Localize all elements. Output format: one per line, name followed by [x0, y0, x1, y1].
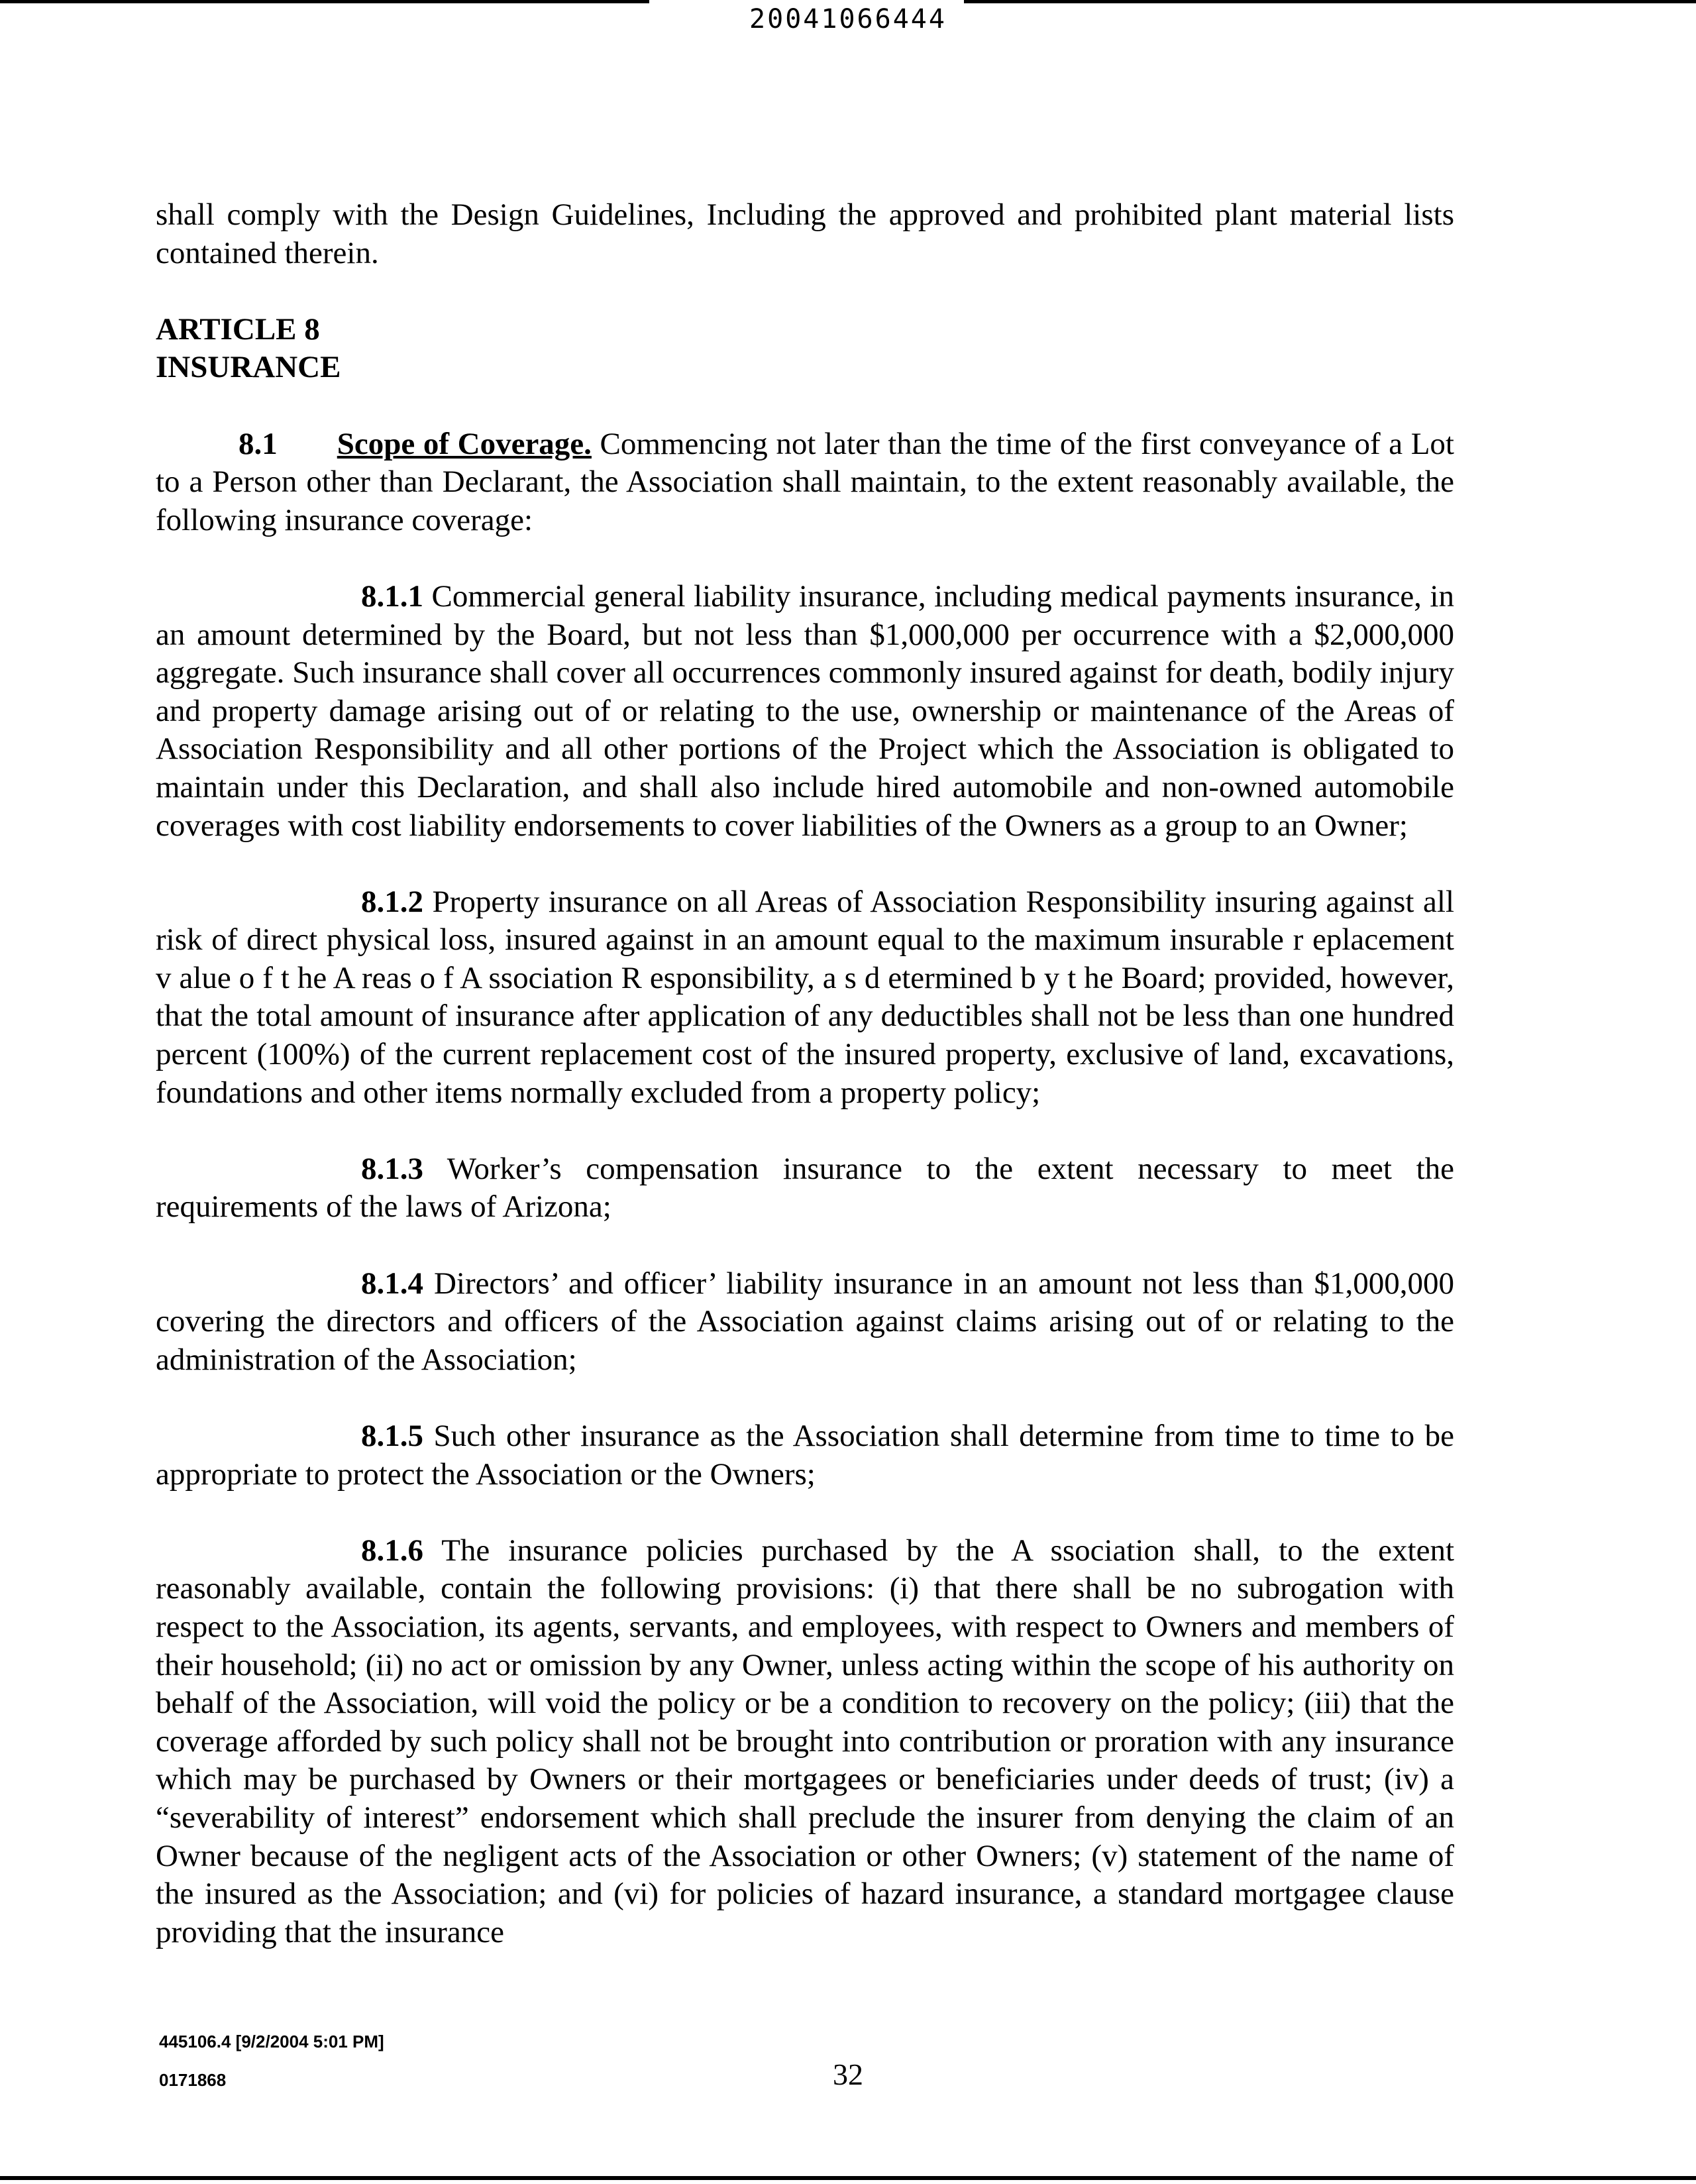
recording-number: 20041066444 — [749, 4, 947, 34]
subsection-8-1-6 — [156, 1532, 1454, 1952]
subsection-8-1-1 — [156, 578, 1454, 845]
section-title: Scope of Coverage. — [337, 426, 592, 461]
section-number: 8.1 — [238, 426, 278, 461]
subsection-number: 8.1.2 — [361, 884, 423, 919]
subsection-8-1-5 — [156, 1417, 1454, 1494]
client-code: 0171868 — [159, 2070, 227, 2090]
section-8-1-paragraph — [156, 425, 1454, 540]
subsection-8-1-3 — [156, 1150, 1454, 1227]
subsection-number: 8.1.3 — [361, 1151, 423, 1186]
subsection-text: Property insurance on all Areas of Association Responsibility insuring against all risk of direct physical loss, insured against in an amount equal to the maximum insurable r eplacement v alue o f t he A reas o f A ssociation R esponsibility, a s d etermined b y t he Board; provided, however, that the total amount of insurance after application of any deductibles shall not be less than one hundred percent (100%) of the current replacement cost of the insured property, exclusive of land, excavations, foundations and other items normally excluded from a property policy; — [156, 884, 1454, 1110]
subsection-text: Worker’s compensation insurance to the extent necessary to meet the requirements of the laws of Arizona; — [156, 1151, 1454, 1225]
intro-paragraph: shall comply with the Design Guidelines, Including the approved and prohibited plant material lists contained therein. — [156, 197, 1454, 270]
subsection-number: 8.1.5 — [361, 1419, 423, 1453]
article-title: INSURANCE — [156, 350, 341, 385]
subsection-text: Directors’ and officer’ liability insurance in an amount not less than $1,000,000 covering the directors and officers of the Association against claims arising out of or relating to the administration of the Association; — [156, 1266, 1454, 1377]
subsection-number: 8.1.6 — [361, 1533, 423, 1568]
subsection-text: Such other insurance as the Association shall determine from time to time to be appropriate to protect the Association or the Owners; — [156, 1419, 1454, 1492]
document-reference: 445106.4 [9/2/2004 5:01 PM] — [159, 2032, 384, 2051]
subsection-text: The insurance policies purchased by the A ssociation shall, to the extent reasonably available, contain the following provisions: (i) that there shall be no subrogation with respect to the Association, its agents, servants, and employees, with respect to Owners and members of their household; (ii) no act or omission by any Owner, unless acting within the scope of his authority on behalf of the Association, will void the policy or be a condition to recovery on the policy; (iii) that the coverage afforded by such policy shall not be brought into contribution or proration with any insurance which may be purchased by Owners or their mortgagees or beneficiaries under deeds of trust; (iv) a “severability of interest” endorsement which shall preclude the insurer from denying the claim of an Owner because of the negligent acts of the Association or other Owners; (v) statement of the name of the insured as the Association; and (vi) for policies of hazard insurance, a standard mortgagee clause providing that the insurance — [156, 1533, 1454, 1949]
subsection-number: 8.1.4 — [361, 1266, 423, 1301]
bottom-border — [0, 2176, 1696, 2180]
page-number: 32 — [833, 2057, 863, 2091]
subsection-8-1-4 — [156, 1265, 1454, 1380]
page-body — [156, 196, 1454, 1951]
subsection-number: 8.1.1 — [361, 578, 423, 614]
article-number: ARTICLE 8 — [156, 311, 320, 347]
subsection-8-1-2 — [156, 883, 1454, 1113]
section-text: Commencing not later than the time of the first conveyance of a Lot to a Person other than Declarant, the Association shall maintain, to the extent reasonably available, the following insurance coverage: — [156, 426, 1454, 537]
subsection-text: Commercial general liability insurance, including medical payments insurance, in an amount determined by the Board, but not less than $1,000,000 per occurrence with a $2,000,000 aggregate. Such insurance shall cover all occurrences commonly insured against for death, bodily injury and property damage arising out of or relating to the use, ownership or maintenance of the Areas of Association Responsibility and all other portions of the Project which the Association is obligated to maintain under this Declaration, and shall also include hired automobile and non-owned automobile coverages with cost liability endorsements to cover liabilities of the Owners as a group to an Owner; — [156, 578, 1454, 843]
